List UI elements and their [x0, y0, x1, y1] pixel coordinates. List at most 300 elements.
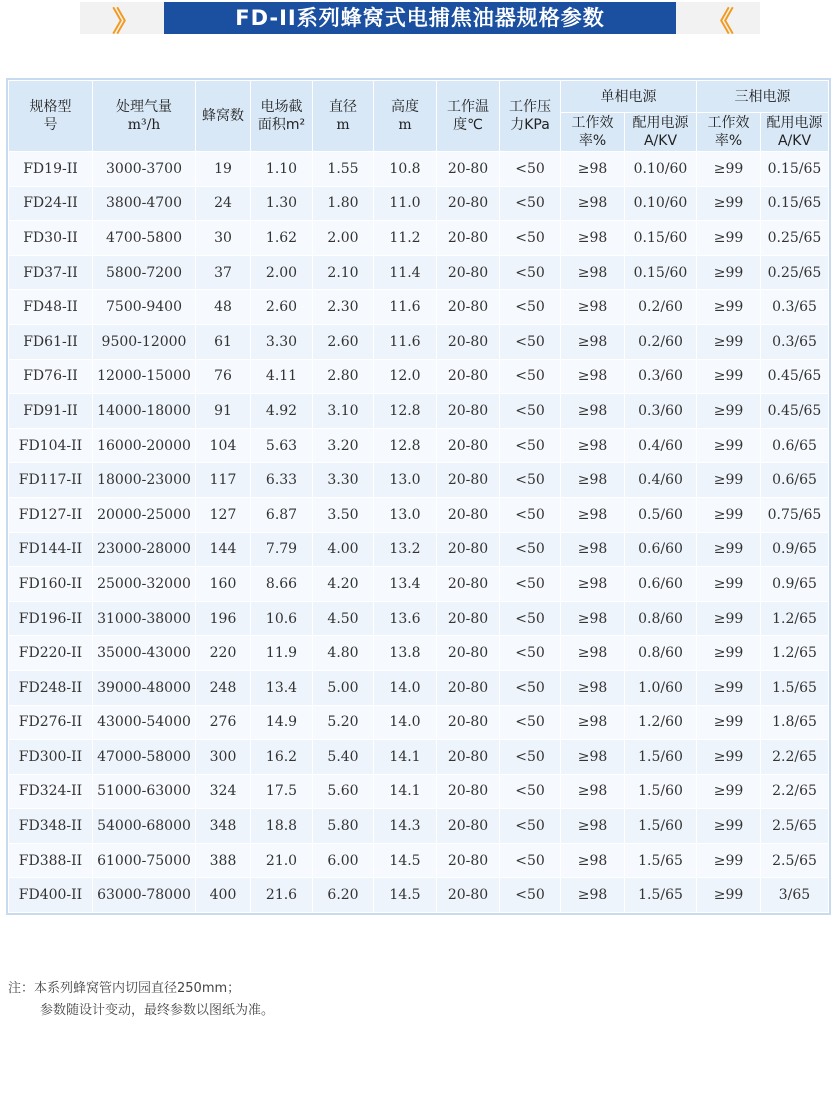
table-cell: 300: [196, 740, 251, 775]
table-cell: ≥99: [697, 567, 761, 602]
header-diameter-unit: m: [336, 117, 350, 133]
table-cell: <50: [500, 463, 561, 498]
table-cell: 400: [196, 878, 251, 913]
table-cell: 5.63: [251, 428, 313, 463]
table-cell: <50: [500, 532, 561, 567]
footnote: [8, 978, 274, 1022]
table-cell: 0.6/60: [625, 532, 697, 567]
table-cell: 0.9/65: [761, 567, 829, 602]
table-cell: 0.6/65: [761, 463, 829, 498]
table-cell: ≥98: [561, 152, 625, 187]
table-cell: 9500-12000: [93, 324, 196, 359]
table-cell: <50: [500, 290, 561, 325]
table-cell: 43000-54000: [93, 705, 196, 740]
table-cell: 13.0: [374, 497, 437, 532]
table-row: [9, 567, 829, 602]
table-cell: 20-80: [437, 809, 500, 844]
table-cell: 25000-32000: [93, 567, 196, 602]
table-cell: 2.60: [251, 290, 313, 325]
table-cell: 20-80: [437, 705, 500, 740]
table-cell: 2.00: [313, 221, 374, 256]
table-cell: 3.10: [313, 394, 374, 429]
table-cell: 1.80: [313, 186, 374, 221]
table-cell: 3/65: [761, 878, 829, 913]
table-cell: 51000-63000: [93, 774, 196, 809]
double-chevron-left-icon: 《: [676, 2, 760, 34]
table-cell: 388: [196, 843, 251, 878]
table-cell: ≥99: [697, 186, 761, 221]
table-cell: FD48-II: [9, 290, 93, 325]
table-cell: 47000-58000: [93, 740, 196, 775]
header-temp: 工作温度℃: [437, 81, 500, 152]
table-cell: ≥98: [561, 636, 625, 671]
table-cell: ≥98: [561, 740, 625, 775]
spec-table: [8, 80, 829, 913]
table-cell: ≥99: [697, 878, 761, 913]
table-row: [9, 774, 829, 809]
table-cell: <50: [500, 878, 561, 913]
table-cell: ≥98: [561, 428, 625, 463]
table-cell: 20-80: [437, 532, 500, 567]
table-row: [9, 463, 829, 498]
table-cell: 1.10: [251, 152, 313, 187]
table-cell: 37: [196, 255, 251, 290]
table-cell: <50: [500, 636, 561, 671]
table-cell: 0.10/60: [625, 152, 697, 187]
table-row: [9, 428, 829, 463]
table-cell: 0.15/60: [625, 221, 697, 256]
table-cell: 11.9: [251, 636, 313, 671]
table-cell: <50: [500, 255, 561, 290]
table-cell: FD30-II: [9, 221, 93, 256]
table-row: [9, 324, 829, 359]
table-cell: ≥98: [561, 705, 625, 740]
header-flow-label: 处理气量: [116, 99, 172, 115]
table-row: [9, 809, 829, 844]
table-cell: 0.4/60: [625, 428, 697, 463]
table-cell: 0.25/65: [761, 221, 829, 256]
table-cell: 20-80: [437, 636, 500, 671]
table-cell: ≥99: [697, 809, 761, 844]
table-row: [9, 152, 829, 187]
table-cell: 0.25/65: [761, 255, 829, 290]
table-cell: FD19-II: [9, 152, 93, 187]
table-cell: FD324-II: [9, 774, 93, 809]
table-cell: 3.20: [313, 428, 374, 463]
table-cell: 48: [196, 290, 251, 325]
table-cell: ≥99: [697, 428, 761, 463]
table-cell: ≥98: [561, 221, 625, 256]
table-cell: 3.30: [251, 324, 313, 359]
table-cell: 0.8/60: [625, 636, 697, 671]
table-cell: 61: [196, 324, 251, 359]
table-cell: 1.5/60: [625, 774, 697, 809]
table-cell: 20-80: [437, 774, 500, 809]
table-cell: 19: [196, 152, 251, 187]
table-cell: 4.20: [313, 567, 374, 602]
table-cell: 4.50: [313, 601, 374, 636]
header-pressure: 工作压力KPa: [500, 81, 561, 152]
table-row: [9, 394, 829, 429]
table-cell: 0.3/65: [761, 290, 829, 325]
table-cell: 20-80: [437, 152, 500, 187]
footnote-line-2: 参数随设计变动，最终参数以图纸为准。: [40, 1003, 275, 1018]
table-cell: 10.8: [374, 152, 437, 187]
table-cell: 11.0: [374, 186, 437, 221]
table-cell: 1.62: [251, 221, 313, 256]
table-cell: ≥98: [561, 324, 625, 359]
table-cell: 20-80: [437, 221, 500, 256]
table-cell: <50: [500, 221, 561, 256]
header-height-label: 高度: [391, 99, 419, 115]
table-cell: 1.5/65: [625, 878, 697, 913]
table-cell: 20-80: [437, 186, 500, 221]
table-cell: 2.30: [313, 290, 374, 325]
table-cell: ≥98: [561, 601, 625, 636]
header-three-power: 配用电源A/KV: [761, 113, 829, 152]
table-cell: 0.10/60: [625, 186, 697, 221]
table-cell: 16.2: [251, 740, 313, 775]
table-cell: 4700-5800: [93, 221, 196, 256]
table-cell: 2.5/65: [761, 809, 829, 844]
table-cell: 0.3/65: [761, 324, 829, 359]
table-cell: 16000-20000: [93, 428, 196, 463]
table-cell: ≥98: [561, 463, 625, 498]
table-row: [9, 740, 829, 775]
table-cell: 17.5: [251, 774, 313, 809]
table-cell: 6.87: [251, 497, 313, 532]
table-cell: 0.9/65: [761, 532, 829, 567]
table-cell: 0.5/60: [625, 497, 697, 532]
table-cell: 196: [196, 601, 251, 636]
table-cell: 2.60: [313, 324, 374, 359]
table-cell: ≥98: [561, 186, 625, 221]
table-row: [9, 290, 829, 325]
table-cell: 1.5/65: [625, 843, 697, 878]
header-three-phase: 三相电源: [697, 81, 829, 113]
page-title: FD-II系列蜂窝式电捕焦油器规格参数: [164, 2, 676, 34]
table-cell: 2.10: [313, 255, 374, 290]
table-cell: ≥98: [561, 774, 625, 809]
table-cell: ≥99: [697, 532, 761, 567]
table-cell: FD127-II: [9, 497, 93, 532]
spec-table-body: [9, 152, 829, 913]
table-cell: 127: [196, 497, 251, 532]
header-area: 电场截面积m²: [251, 81, 313, 152]
table-cell: 14.0: [374, 670, 437, 705]
table-cell: 11.4: [374, 255, 437, 290]
table-cell: 24: [196, 186, 251, 221]
table-cell: 13.4: [251, 670, 313, 705]
table-row: [9, 221, 829, 256]
table-cell: 20-80: [437, 670, 500, 705]
table-cell: 5.60: [313, 774, 374, 809]
table-cell: ≥99: [697, 670, 761, 705]
table-cell: 1.8/65: [761, 705, 829, 740]
table-cell: ≥99: [697, 152, 761, 187]
table-cell: 1.5/60: [625, 740, 697, 775]
table-cell: ≥99: [697, 255, 761, 290]
table-cell: 11.2: [374, 221, 437, 256]
table-cell: FD388-II: [9, 843, 93, 878]
table-cell: 6.00: [313, 843, 374, 878]
table-cell: ≥99: [697, 774, 761, 809]
table-cell: 14.5: [374, 843, 437, 878]
table-cell: ≥98: [561, 359, 625, 394]
table-cell: 13.8: [374, 636, 437, 671]
table-cell: 348: [196, 809, 251, 844]
table-cell: <50: [500, 324, 561, 359]
table-cell: 18000-23000: [93, 463, 196, 498]
table-cell: 3.50: [313, 497, 374, 532]
header-cells: 蜂窝数: [196, 81, 251, 152]
table-cell: 4.92: [251, 394, 313, 429]
table-cell: 4.00: [313, 532, 374, 567]
table-cell: ≥99: [697, 359, 761, 394]
table-cell: 1.0/60: [625, 670, 697, 705]
table-cell: 248: [196, 670, 251, 705]
table-cell: ≥98: [561, 532, 625, 567]
table-cell: <50: [500, 497, 561, 532]
table-row: [9, 843, 829, 878]
table-cell: 5800-7200: [93, 255, 196, 290]
title-banner: [80, 2, 760, 38]
table-cell: 91: [196, 394, 251, 429]
table-cell: ≥99: [697, 705, 761, 740]
table-cell: FD220-II: [9, 636, 93, 671]
table-cell: 0.4/60: [625, 463, 697, 498]
table-cell: ≥99: [697, 221, 761, 256]
table-cell: 5.20: [313, 705, 374, 740]
table-cell: 20-80: [437, 359, 500, 394]
table-row: [9, 670, 829, 705]
table-cell: 0.6/60: [625, 567, 697, 602]
table-cell: 2.80: [313, 359, 374, 394]
table-cell: 1.55: [313, 152, 374, 187]
table-cell: ≥99: [697, 394, 761, 429]
table-cell: 0.3/60: [625, 394, 697, 429]
table-cell: 144: [196, 532, 251, 567]
table-cell: 21.0: [251, 843, 313, 878]
header-single-efficiency: 工作效率%: [561, 113, 625, 152]
table-cell: 0.15/65: [761, 186, 829, 221]
table-cell: 7500-9400: [93, 290, 196, 325]
table-cell: 14.1: [374, 740, 437, 775]
table-cell: 2.2/65: [761, 774, 829, 809]
table-cell: 61000-75000: [93, 843, 196, 878]
table-cell: <50: [500, 152, 561, 187]
table-cell: 12.0: [374, 359, 437, 394]
table-cell: ≥99: [697, 463, 761, 498]
table-cell: 0.2/60: [625, 324, 697, 359]
table-cell: <50: [500, 740, 561, 775]
table-cell: ≥98: [561, 843, 625, 878]
table-cell: FD400-II: [9, 878, 93, 913]
table-cell: 20-80: [437, 290, 500, 325]
table-cell: FD117-II: [9, 463, 93, 498]
table-cell: <50: [500, 601, 561, 636]
table-cell: 1.5/65: [761, 670, 829, 705]
table-cell: 1.2/60: [625, 705, 697, 740]
table-cell: 1.2/65: [761, 636, 829, 671]
table-cell: 12.8: [374, 394, 437, 429]
table-cell: ≥99: [697, 636, 761, 671]
table-cell: ≥98: [561, 394, 625, 429]
table-cell: 0.2/60: [625, 290, 697, 325]
header-flow-unit: m³/h: [127, 117, 161, 133]
table-cell: 20-80: [437, 394, 500, 429]
table-cell: 2.5/65: [761, 843, 829, 878]
table-row: [9, 636, 829, 671]
header-diameter: [313, 81, 374, 152]
table-cell: 13.6: [374, 601, 437, 636]
table-cell: 20-80: [437, 567, 500, 602]
table-cell: ≥99: [697, 843, 761, 878]
table-cell: 160: [196, 567, 251, 602]
table-row: [9, 705, 829, 740]
table-cell: ≥99: [697, 740, 761, 775]
table-cell: 54000-68000: [93, 809, 196, 844]
table-cell: <50: [500, 670, 561, 705]
table-cell: 0.8/60: [625, 601, 697, 636]
table-cell: ≥98: [561, 878, 625, 913]
table-cell: 6.20: [313, 878, 374, 913]
table-cell: FD144-II: [9, 532, 93, 567]
table-cell: 20-80: [437, 878, 500, 913]
table-cell: 8.66: [251, 567, 313, 602]
table-cell: <50: [500, 359, 561, 394]
table-cell: 14.0: [374, 705, 437, 740]
table-cell: 1.30: [251, 186, 313, 221]
table-cell: 5.40: [313, 740, 374, 775]
table-cell: 0.6/65: [761, 428, 829, 463]
table-cell: <50: [500, 705, 561, 740]
table-cell: 31000-38000: [93, 601, 196, 636]
table-cell: 14.5: [374, 878, 437, 913]
table-cell: FD61-II: [9, 324, 93, 359]
table-cell: 14.1: [374, 774, 437, 809]
table-cell: 39000-48000: [93, 670, 196, 705]
table-cell: 10.6: [251, 601, 313, 636]
table-cell: 20-80: [437, 324, 500, 359]
table-cell: 3800-4700: [93, 186, 196, 221]
table-cell: 20-80: [437, 463, 500, 498]
table-cell: <50: [500, 567, 561, 602]
table-cell: 20-80: [437, 497, 500, 532]
footnote-line-1: 注：本系列蜂窝管内切园直径250mm；: [8, 981, 241, 996]
table-cell: 2.00: [251, 255, 313, 290]
table-cell: 0.15/60: [625, 255, 697, 290]
table-cell: FD248-II: [9, 670, 93, 705]
header-three-efficiency: 工作效率%: [697, 113, 761, 152]
table-cell: 2.2/65: [761, 740, 829, 775]
table-cell: 6.33: [251, 463, 313, 498]
table-cell: 20-80: [437, 255, 500, 290]
table-cell: 63000-78000: [93, 878, 196, 913]
table-cell: 324: [196, 774, 251, 809]
table-cell: FD300-II: [9, 740, 93, 775]
table-row: [9, 359, 829, 394]
table-cell: FD104-II: [9, 428, 93, 463]
table-cell: 5.80: [313, 809, 374, 844]
table-cell: ≥99: [697, 290, 761, 325]
table-cell: FD348-II: [9, 809, 93, 844]
table-cell: 13.2: [374, 532, 437, 567]
table-cell: ≥98: [561, 497, 625, 532]
table-cell: 3.30: [313, 463, 374, 498]
table-cell: 0.15/65: [761, 152, 829, 187]
table-cell: 0.3/60: [625, 359, 697, 394]
table-cell: ≥99: [697, 324, 761, 359]
table-cell: 7.79: [251, 532, 313, 567]
table-cell: FD276-II: [9, 705, 93, 740]
table-cell: FD91-II: [9, 394, 93, 429]
table-cell: ≥98: [561, 567, 625, 602]
table-cell: <50: [500, 843, 561, 878]
table-cell: ≥98: [561, 255, 625, 290]
table-cell: <50: [500, 774, 561, 809]
table-cell: ≥98: [561, 290, 625, 325]
header-height: [374, 81, 437, 152]
table-cell: 3000-3700: [93, 152, 196, 187]
table-cell: 35000-43000: [93, 636, 196, 671]
table-row: [9, 532, 829, 567]
header-model: 规格型号: [9, 81, 93, 152]
table-cell: 4.80: [313, 636, 374, 671]
table-cell: ≥98: [561, 809, 625, 844]
table-cell: 12.8: [374, 428, 437, 463]
table-cell: 1.5/60: [625, 809, 697, 844]
table-cell: <50: [500, 186, 561, 221]
table-cell: 21.6: [251, 878, 313, 913]
table-cell: 4.11: [251, 359, 313, 394]
table-row: [9, 878, 829, 913]
header-diameter-label: 直径: [329, 99, 357, 115]
table-cell: ≥99: [697, 601, 761, 636]
table-cell: 20000-25000: [93, 497, 196, 532]
table-cell: 0.45/65: [761, 394, 829, 429]
table-row: [9, 255, 829, 290]
table-cell: 30: [196, 221, 251, 256]
table-cell: 104: [196, 428, 251, 463]
header-flow: [93, 81, 196, 152]
table-cell: 14.3: [374, 809, 437, 844]
table-cell: 23000-28000: [93, 532, 196, 567]
table-cell: 20-80: [437, 740, 500, 775]
table-row: [9, 186, 829, 221]
table-cell: <50: [500, 428, 561, 463]
table-cell: 11.6: [374, 324, 437, 359]
double-chevron-right-icon: 》: [80, 2, 164, 34]
table-cell: 5.00: [313, 670, 374, 705]
table-cell: 13.4: [374, 567, 437, 602]
table-cell: FD196-II: [9, 601, 93, 636]
header-height-unit: m: [398, 117, 412, 133]
table-cell: ≥98: [561, 670, 625, 705]
table-cell: FD37-II: [9, 255, 93, 290]
table-cell: 11.6: [374, 290, 437, 325]
table-cell: FD76-II: [9, 359, 93, 394]
table-cell: 20-80: [437, 428, 500, 463]
table-cell: 276: [196, 705, 251, 740]
table-cell: 18.8: [251, 809, 313, 844]
table-cell: 14000-18000: [93, 394, 196, 429]
table-cell: 14.9: [251, 705, 313, 740]
table-cell: 76: [196, 359, 251, 394]
table-cell: 20-80: [437, 601, 500, 636]
header-single-phase: 单相电源: [561, 81, 697, 113]
table-row: [9, 601, 829, 636]
